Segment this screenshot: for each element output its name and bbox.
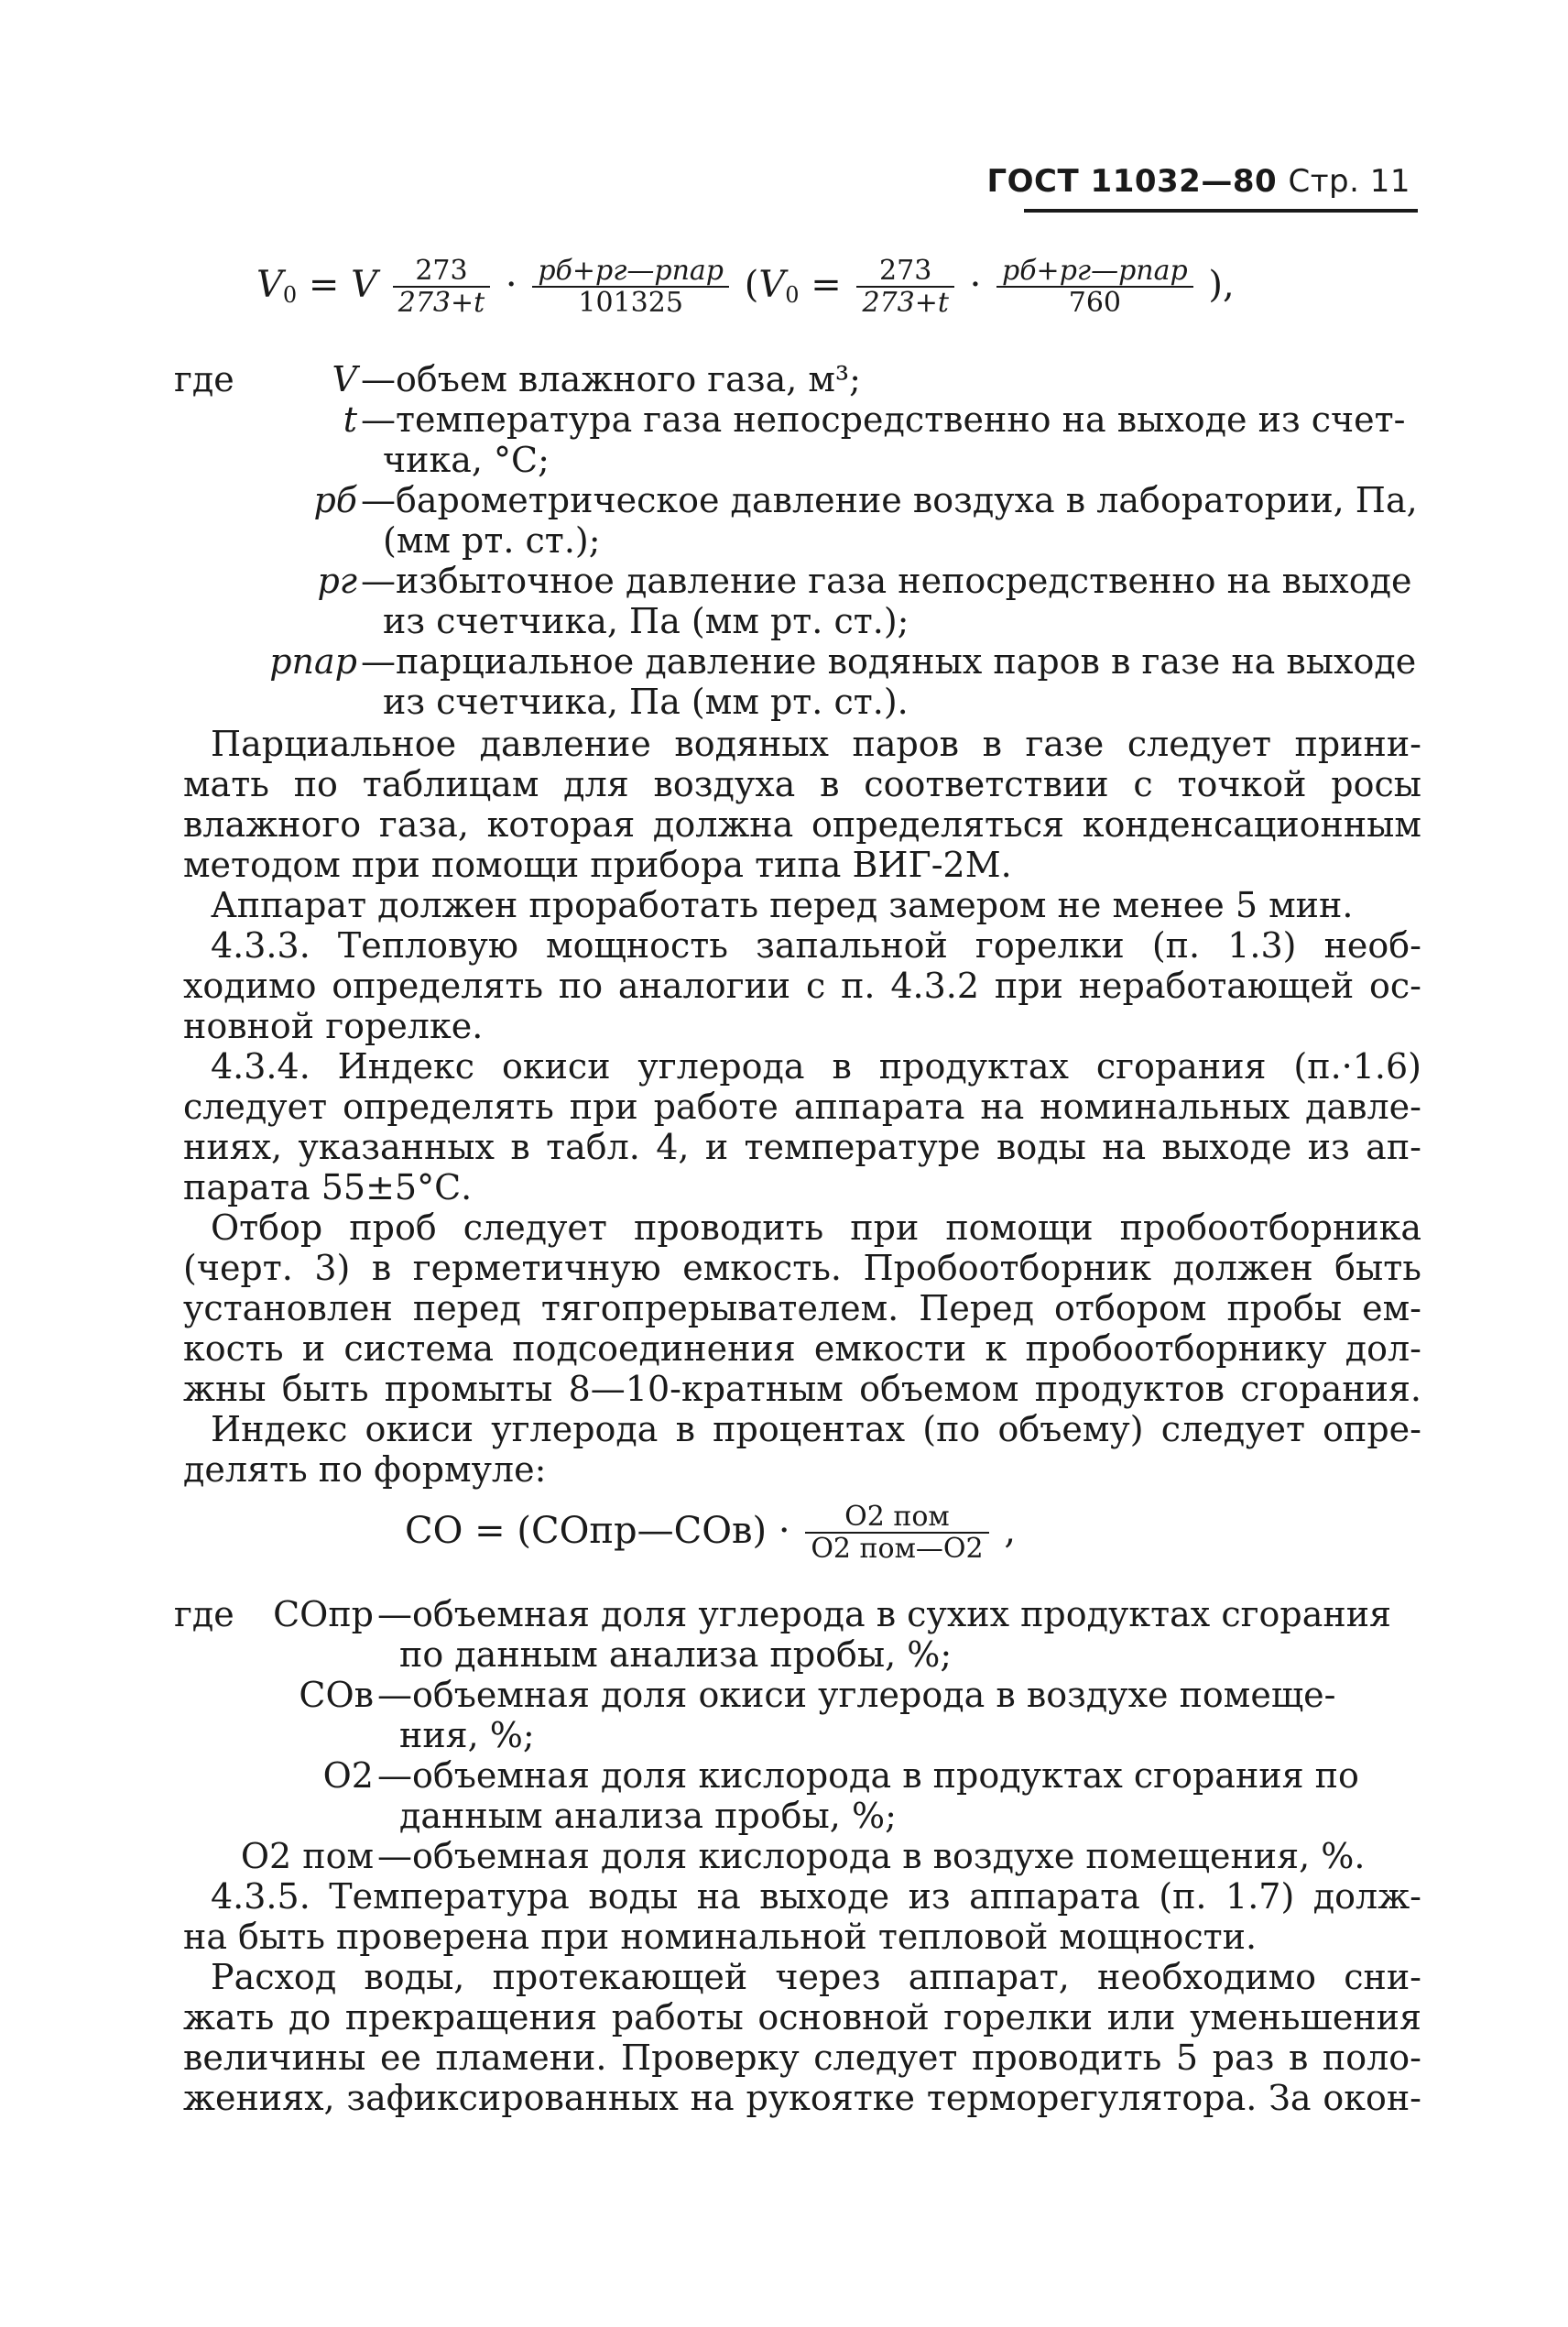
definition-prefix: где xyxy=(174,359,234,399)
formula-v: V xyxy=(351,264,378,306)
fraction-num: pб+pг—pпар xyxy=(996,257,1193,288)
text-line: парата 55±5°С. xyxy=(183,1167,473,1207)
text-line: влажного газа, которая должна определяться конденсационным xyxy=(183,804,1421,845)
fraction-pressure-pa xyxy=(532,257,729,319)
text-line: (черт. 3) в герметичную емкость. Пробоотборник должен быть xyxy=(183,1248,1421,1288)
text-line: следует определять при работе аппарата на номинальных давле- xyxy=(183,1087,1421,1127)
text-line: жениях, зафиксированных на рукоятке терморегулятора. За окон- xyxy=(183,2078,1421,2118)
fraction-den: 101325 xyxy=(578,287,683,319)
text-line: методом при помощи прибора типа ВИГ-2М. xyxy=(183,845,1012,885)
standard-number: ГОСТ 11032—80 xyxy=(986,163,1278,200)
definition-symbol: O2 xyxy=(322,1755,374,1796)
definition-text-cont: из счетчика, Па (мм рт. ст.); xyxy=(383,601,909,641)
definition-text: —объем влажного газа, м³; xyxy=(361,359,861,399)
text-line: Индекс окиси углерода в процентах (по объему) следует опре- xyxy=(211,1409,1421,1449)
definition-symbol: COв xyxy=(299,1675,374,1715)
definition-symbol: pг xyxy=(317,561,357,601)
definition-symbol: COпр xyxy=(273,1594,374,1634)
paragraph-co-index xyxy=(183,1409,1421,1490)
formula-lhs: CO xyxy=(405,1510,463,1552)
text-line: Парциальное давление водяных паров в газе следует прини- xyxy=(211,724,1421,764)
fraction-num: 273 xyxy=(856,257,953,288)
definition-text: —парциальное давление водяных паров в газе на выходе xyxy=(361,641,1417,682)
paren-open: ( xyxy=(744,264,759,306)
formula-tail: , xyxy=(1004,1510,1017,1552)
formula-dot: · xyxy=(505,264,517,306)
definition-text-cont: данным анализа пробы, %; xyxy=(399,1796,897,1836)
definition-symbol: V xyxy=(332,359,357,399)
definition-text-cont: из счетчика, Па (мм рт. ст.). xyxy=(383,682,909,722)
definition-text: —барометрическое давление воздуха в лаборатории, Па, xyxy=(361,480,1418,520)
definition-text-cont: (мм рт. ст.); xyxy=(383,520,601,561)
fraction-num: pб+pг—pпар xyxy=(532,257,729,288)
fraction-den: 273+t xyxy=(862,287,949,319)
paragraph-water-flow xyxy=(183,1957,1421,2118)
definition-text: —температура газа непосредственно на выходе из счет- xyxy=(361,399,1406,440)
text-line: 4.3.4. Индекс окиси углерода в продуктах сгорания (п.·1.6) xyxy=(211,1046,1421,1087)
formula-lhs-sub: 0 xyxy=(282,282,298,308)
fraction-pressure-mm xyxy=(996,257,1193,319)
paragraph-sampling xyxy=(183,1207,1421,1409)
formula-dry-gas-volume xyxy=(256,257,1235,319)
formula-bracket: (COпр—COв) xyxy=(517,1510,768,1552)
definition-text: —объемная доля углерода в сухих продуктах сгорания xyxy=(377,1594,1391,1634)
formula-dot: · xyxy=(778,1510,790,1552)
fraction-num: 273 xyxy=(393,257,490,288)
definition-symbol: O2 пом xyxy=(240,1836,374,1876)
definition-text-cont: по данным анализа пробы, %; xyxy=(399,1634,953,1675)
text-line: жать до прекращения работы основной горелки или уменьшения xyxy=(183,1997,1421,2037)
definition-text: —объемная доля кислорода в воздухе помещения, %. xyxy=(377,1836,1366,1876)
formula-alt-eq: = xyxy=(811,264,842,306)
text-line: кость и система подсоединения емкости к пробоотборнику дол- xyxy=(183,1328,1421,1369)
header-rule xyxy=(1024,209,1418,213)
definition-text-cont: чика, °С; xyxy=(383,440,550,480)
page-header xyxy=(986,163,1410,200)
text-line: Отбор проб следует проводить при помощи пробоотборника xyxy=(211,1207,1421,1248)
definition-text: —избыточное давление газа непосредственно на выходе xyxy=(361,561,1412,601)
fraction-den: 760 xyxy=(1068,287,1121,319)
formula-dot: · xyxy=(969,264,982,306)
paragraph-4-3-3 xyxy=(183,925,1421,1046)
definition-text: —объемная доля окиси углерода в воздухе помеще- xyxy=(377,1675,1336,1715)
paragraph-run-time xyxy=(183,885,1421,925)
fraction-num: O2 пом xyxy=(805,1502,988,1534)
paragraph-4-3-5 xyxy=(183,1876,1421,1957)
text-line: 4.3.3. Тепловую мощность запальной горелки (п. 1.3) необ- xyxy=(211,925,1421,966)
fraction-den: 273+t xyxy=(397,287,485,319)
formula-lhs: V xyxy=(256,264,283,306)
fraction-oxygen xyxy=(805,1502,988,1565)
definition-text: —объемная доля кислорода в продуктах сгорания по xyxy=(377,1755,1359,1796)
fraction-temperature-alt xyxy=(856,257,953,319)
text-line: величины ее пламени. Проверку следует проводить 5 раз в поло- xyxy=(183,2037,1421,2078)
formula-eq: = xyxy=(474,1510,506,1552)
definition-text-cont: ния, %; xyxy=(399,1715,535,1755)
formula-alt-lhs-sub: 0 xyxy=(785,282,800,308)
text-line: жны быть промыты 8—10-кратным объемом продуктов сгорания. xyxy=(183,1369,1421,1409)
text-line: делять по формуле: xyxy=(183,1449,547,1490)
page-number: Стр. 11 xyxy=(1288,163,1410,200)
text-line: ходимо определять по аналогии с п. 4.3.2 при неработающей ос- xyxy=(183,966,1421,1006)
fraction-den: O2 пом—O2 xyxy=(811,1533,984,1565)
text-line: мать по таблицам для воздуха в соответствии с точкой росы xyxy=(183,764,1421,804)
text-line: ниях, указанных в табл. 4, и температуре воды на выходе из ап- xyxy=(183,1127,1421,1167)
text-line: установлен перед тягопрерывателем. Перед отбором пробы ем- xyxy=(183,1288,1421,1328)
text-line: Аппарат должен проработать перед замером не менее 5 мин. xyxy=(211,885,1354,925)
formula-co-index xyxy=(405,1502,1016,1565)
text-line: на быть проверена при номинальной тепловой мощности. xyxy=(183,1917,1258,1957)
definition-symbol: pпар xyxy=(269,641,357,682)
definition-symbol: t xyxy=(343,399,357,440)
paren-close: ), xyxy=(1208,264,1235,306)
text-line: новной горелке. xyxy=(183,1006,484,1046)
fraction-temperature xyxy=(393,257,490,319)
paragraph-4-3-4 xyxy=(183,1046,1421,1207)
text-line: Расход воды, протекающей через аппарат, необходимо сни- xyxy=(211,1957,1421,1997)
paragraph-partial-pressure xyxy=(183,724,1421,885)
formula-alt-lhs: V xyxy=(758,264,786,306)
formula-eq: = xyxy=(308,264,340,306)
definition-prefix: где xyxy=(174,1594,234,1634)
text-line: 4.3.5. Температура воды на выходе из аппарата (п. 1.7) долж- xyxy=(211,1876,1421,1917)
definition-symbol: pб xyxy=(313,480,357,520)
